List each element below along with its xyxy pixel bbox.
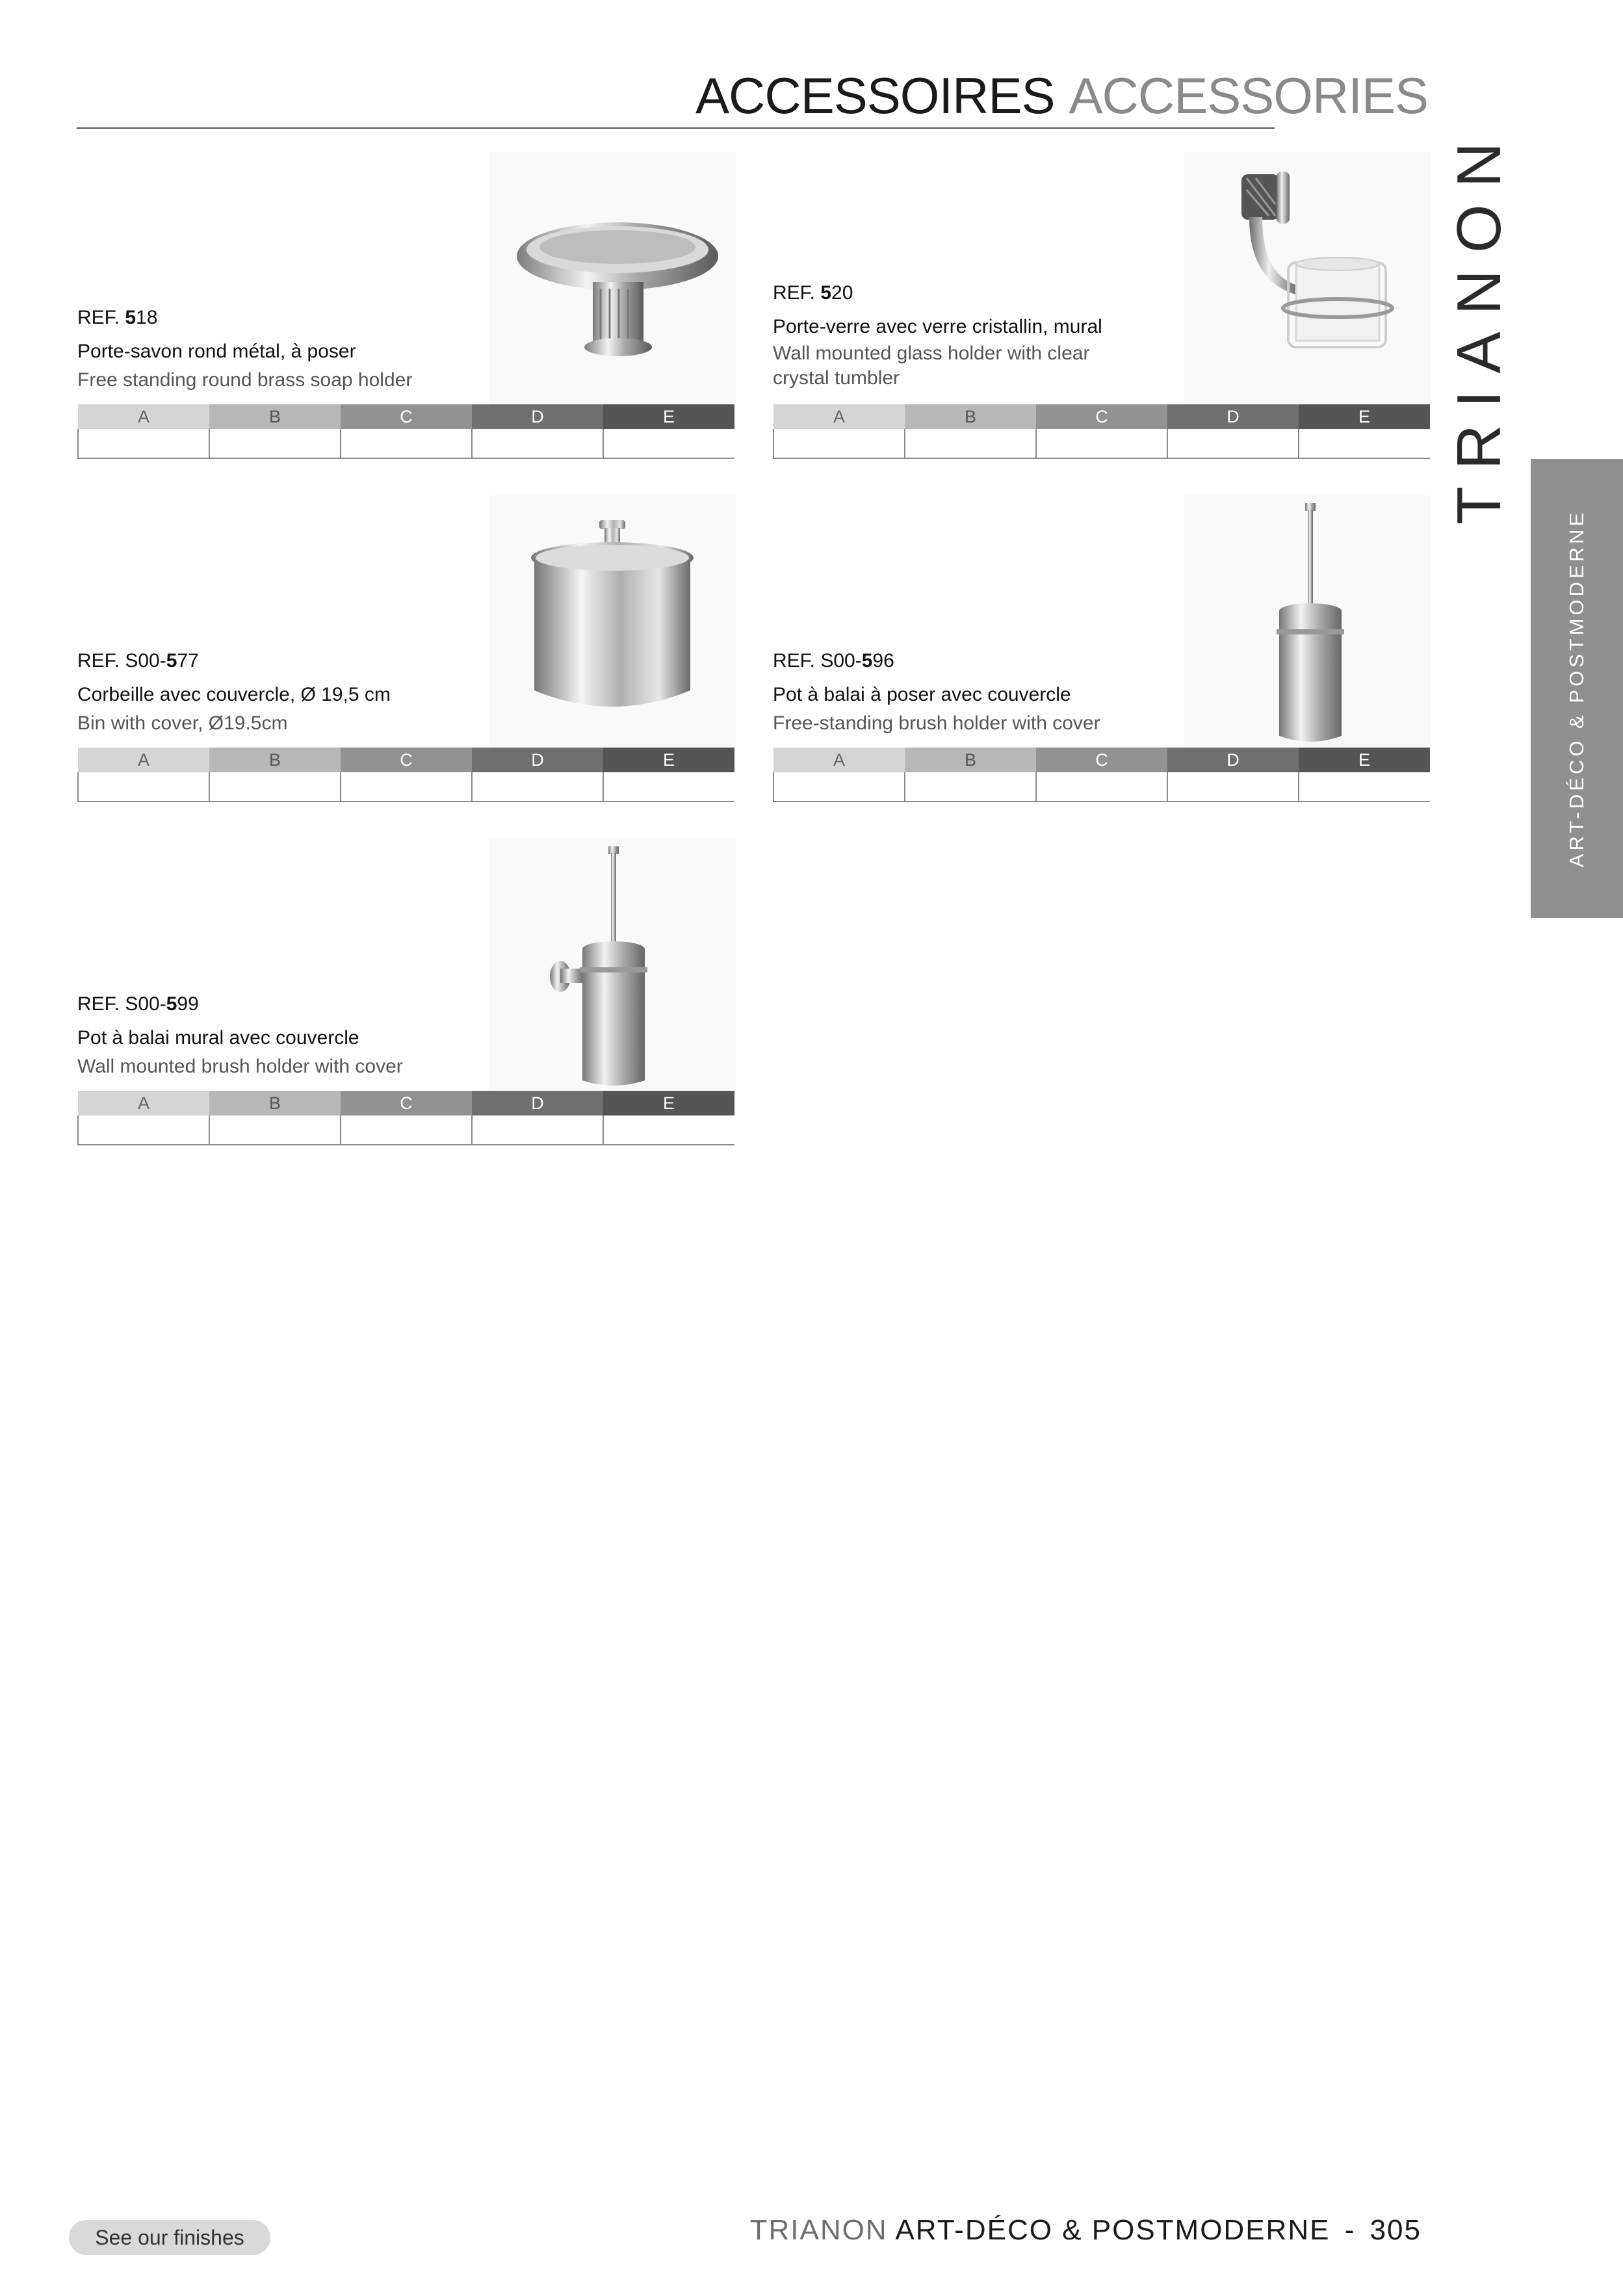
- product-image: [489, 152, 736, 404]
- product-image: [1184, 152, 1431, 404]
- bin-icon: [489, 495, 736, 748]
- finish-cell-b: [209, 429, 341, 458]
- finish-header-c: C: [1036, 404, 1167, 429]
- finish-header-c: C: [341, 748, 472, 772]
- product-ref: REF. 518: [77, 307, 158, 328]
- product-card-s00-599: [77, 839, 736, 1151]
- product-description: [773, 279, 1189, 391]
- product-name-english: Bin with cover, Ø19.5cm: [77, 712, 288, 734]
- finish-cell-c: [341, 1115, 472, 1145]
- page-title: [695, 67, 1428, 124]
- finish-header-b: B: [905, 748, 1036, 772]
- finish-header-d: D: [472, 1091, 603, 1115]
- page-number: 305: [1370, 2214, 1422, 2246]
- product-image: [489, 495, 736, 748]
- finish-cell-a: [773, 429, 905, 458]
- finish-header-d: D: [1167, 748, 1299, 772]
- glass-holder-icon: [1184, 152, 1431, 404]
- finish-header-b: B: [905, 404, 1036, 429]
- header-divider: [77, 127, 1275, 129]
- product-card-s00-596: [773, 495, 1431, 807]
- finish-cell-a: [78, 772, 209, 802]
- finish-header-e: E: [603, 404, 734, 429]
- product-name-french: Pot à balai mural avec couvercle: [77, 1027, 359, 1049]
- finish-table: [77, 1091, 734, 1145]
- finish-cell-e: [1299, 429, 1430, 458]
- product-ref: REF. S00-596: [773, 650, 894, 672]
- finish-cell-d: [472, 772, 603, 802]
- product-name-english: Wall mounted glass holder with clear crystal tumbler: [773, 343, 1090, 389]
- finish-cell-b: [209, 1115, 341, 1145]
- finish-cell-c: [341, 429, 472, 458]
- finish-header-c: C: [341, 404, 472, 429]
- product-description: [77, 304, 493, 395]
- finish-cell-d: [472, 1115, 603, 1145]
- product-name-french: Porte-savon rond métal, à poser: [77, 341, 356, 362]
- product-ref: REF. S00-599: [77, 993, 199, 1015]
- finish-cell-b: [209, 772, 341, 802]
- product-description: [773, 647, 1189, 738]
- finish-cell-e: [603, 1115, 734, 1145]
- product-name-english: Wall mounted brush holder with cover: [77, 1056, 403, 1077]
- product-name-english: Free-standing brush holder with cover: [773, 712, 1100, 734]
- see-finishes-button[interactable]: See our finishes: [69, 2220, 270, 2255]
- finish-cell-d: [472, 429, 603, 458]
- finish-header-e: E: [603, 748, 734, 772]
- brand-vertical-label: [1444, 125, 1514, 525]
- product-description: [77, 990, 493, 1081]
- finish-cell-b: [905, 772, 1036, 802]
- finish-cell-a: [773, 772, 905, 802]
- soap-holder-icon: [489, 152, 736, 404]
- finish-header-c: C: [1036, 748, 1167, 772]
- finish-table: [77, 748, 734, 802]
- finish-header-b: B: [209, 748, 341, 772]
- footer-brand: TRIANON: [749, 2214, 888, 2246]
- finish-header-d: D: [472, 748, 603, 772]
- product-card-520: [773, 152, 1431, 464]
- finish-cell-c: [1036, 772, 1167, 802]
- finish-header-e: E: [1299, 748, 1430, 772]
- finish-header-e: E: [1299, 404, 1430, 429]
- wall-brush-holder-icon: [489, 839, 736, 1091]
- product-name-french: Porte-verre avec verre cristallin, mural: [773, 316, 1102, 337]
- product-description: [77, 647, 493, 738]
- finish-header-a: A: [773, 748, 905, 772]
- title-english: ACCESSORIES: [1069, 67, 1428, 124]
- product-card-s00-577: [77, 495, 736, 807]
- finish-header-a: A: [78, 1091, 209, 1115]
- page-footer: [750, 2214, 1422, 2247]
- finish-header-a: A: [78, 404, 209, 429]
- finish-cell-c: [1036, 429, 1167, 458]
- collection-name: ART-DÉCO & POSTMODERNE: [1565, 509, 1588, 868]
- collection-side-tab[interactable]: [1531, 459, 1623, 918]
- product-card-518: [77, 152, 736, 464]
- finish-cell-a: [78, 429, 209, 458]
- finish-cell-b: [905, 429, 1036, 458]
- finish-header-a: A: [78, 748, 209, 772]
- product-name-french: Corbeille avec couvercle, Ø 19,5 cm: [77, 684, 391, 705]
- finish-cell-c: [341, 772, 472, 802]
- product-image: [489, 839, 736, 1091]
- finish-header-b: B: [209, 404, 341, 429]
- finish-table: [77, 404, 734, 459]
- finish-table: [773, 748, 1430, 802]
- finish-cell-d: [1167, 429, 1299, 458]
- finish-cell-e: [603, 772, 734, 802]
- product-image: [1184, 495, 1431, 748]
- finish-header-e: E: [603, 1091, 734, 1115]
- finish-table: [773, 404, 1430, 459]
- finish-header-d: D: [1167, 404, 1299, 429]
- finish-header-a: A: [773, 404, 905, 429]
- footer-separator: -: [1344, 2214, 1356, 2246]
- brush-holder-icon: [1184, 495, 1431, 748]
- brand-name: TRIANON: [1444, 125, 1514, 525]
- finish-cell-e: [1299, 772, 1430, 802]
- finish-cell-d: [1167, 772, 1299, 802]
- finish-header-b: B: [209, 1091, 341, 1115]
- product-name-english: Free standing round brass soap holder: [77, 369, 413, 391]
- product-ref: REF. 520: [773, 282, 853, 304]
- title-french: ACCESSOIRES: [695, 67, 1055, 124]
- product-ref: REF. S00-577: [77, 650, 199, 672]
- finish-cell-a: [78, 1115, 209, 1145]
- finish-header-d: D: [472, 404, 603, 429]
- finish-cell-e: [603, 429, 734, 458]
- finish-header-c: C: [341, 1091, 472, 1115]
- footer-collection: ART-DÉCO & POSTMODERNE: [895, 2214, 1331, 2246]
- product-name-french: Pot à balai à poser avec couvercle: [773, 684, 1071, 705]
